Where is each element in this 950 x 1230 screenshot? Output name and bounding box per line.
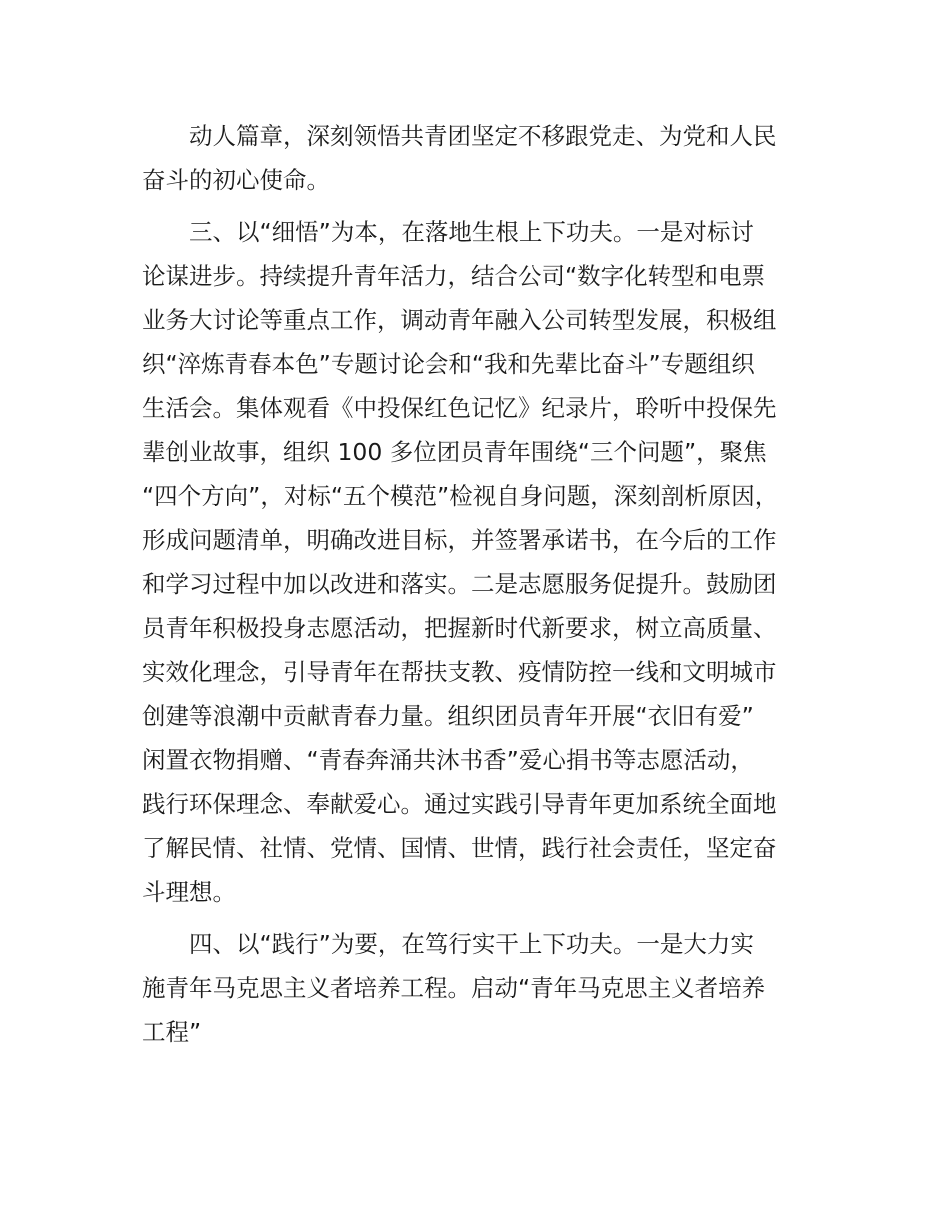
text-line: 辈创业故事，组织 100 多位团员青年围绕“三个问题”，聚焦 [142,438,767,466]
paragraph [142,114,842,202]
text-line: 员青年积极投身志愿活动，把握新时代新要求，树立高质量、 [142,614,777,642]
text-line: 形成问题清单，明确改进目标，并签署承诺书，在今后的工作 [142,526,777,554]
text-line: 动人篇章，深刻领悟共青团坚定不移跟党走、为党和人民 [189,122,777,150]
text-line: 工程” [142,1018,202,1046]
text-line: 三、以“细悟”为本，在落地生根上下功夫。一是对标讨 [189,218,754,246]
paragraph [142,922,842,1054]
text-line: 了解民情、社情、党情、国情、世情，践行社会责任，坚定奋 [142,834,777,862]
text-line: 奋斗的初心使命。 [142,166,330,194]
paragraph [142,210,842,914]
text-line: 织“淬炼青春本色”专题讨论会和“我和先辈比奋斗”专题组织 [142,350,755,378]
text-line: 施青年马克思主义者培养工程。启动“青年马克思主义者培养 [142,974,766,1002]
text-line: 创建等浪潮中贡献青春力量。组织团员青年开展“衣旧有爱” [142,702,754,730]
text-line: 斗理想。 [142,878,236,906]
text-line: 践行环保理念、奉献爱心。通过实践引导青年更加系统全面地 [142,790,777,818]
text-line: 生活会。集体观看《中投保红色记忆》纪录片，聆听中投保先 [142,394,777,422]
text-line: 和学习过程中加以改进和落实。二是志愿服务促提升。鼓励团 [142,570,777,598]
text-line: “四个方向”，对标“五个模范”检视自身问题，深刻剖析原因， [142,482,779,510]
text-line: 闲置衣物捐赠、“青春奔涌共沐书香”爱心捐书等志愿活动， [142,746,754,774]
text-line: 四、以“践行”为要，在笃行实干上下功夫。一是大力实 [189,930,754,958]
text-line: 实效化理念，引导青年在帮扶支教、疫情防控一线和文明城市 [142,658,777,686]
document-body [142,114,842,1062]
text-line: 论谋进步。持续提升青年活力，结合公司“数字化转型和电票 [142,262,766,290]
text-line: 业务大讨论等重点工作，调动青年融入公司转型发展，积极组 [142,306,777,334]
